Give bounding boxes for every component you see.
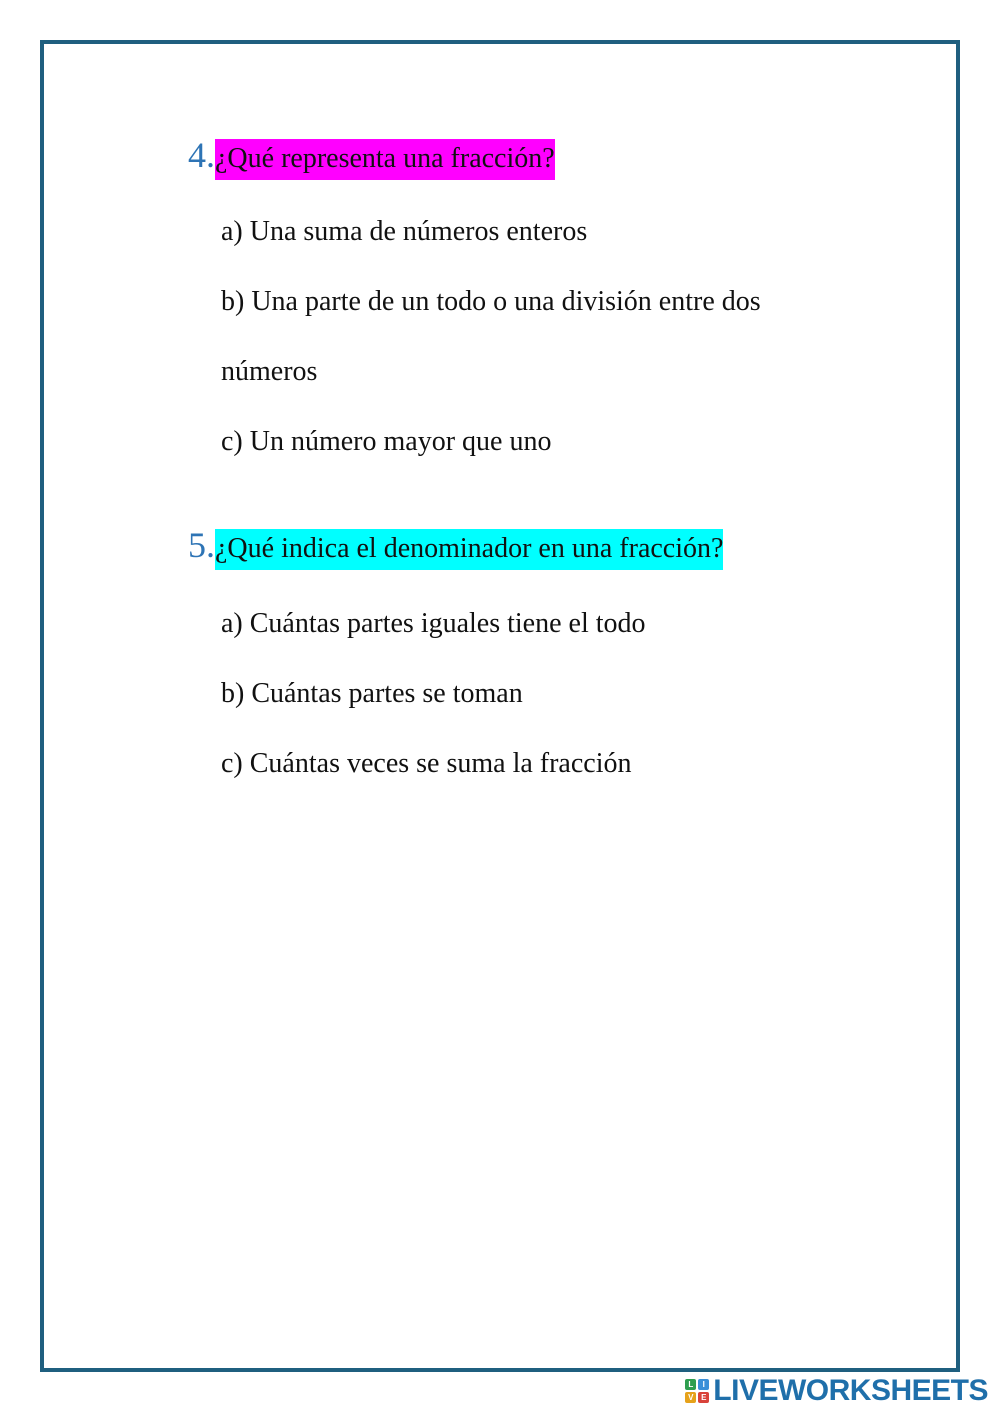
logo-text: LIVEWORKSHEETS — [713, 1374, 988, 1407]
answer-option[interactable]: c) Un número mayor que uno — [221, 426, 552, 457]
logo-mark-icon — [685, 1379, 709, 1403]
answer-option[interactable]: b) Una parte de un todo o una división entre dos — [221, 286, 761, 317]
question-text: ¿Qué representa una fracción? — [215, 139, 555, 180]
answer-option[interactable]: c) Cuántas veces se suma la fracción — [221, 748, 632, 779]
question-number: 4. — [188, 135, 215, 175]
answer-option[interactable]: b) Cuántas partes se toman — [221, 678, 523, 709]
answer-option-continuation[interactable]: números — [221, 356, 318, 387]
answer-option[interactable]: a) Cuántas partes iguales tiene el todo — [221, 608, 646, 639]
logo-mark-letter: L — [685, 1379, 696, 1390]
question-text: ¿Qué indica el denominador en una fracción? — [215, 529, 723, 570]
question-4 — [188, 134, 555, 176]
logo-mark-letter: E — [698, 1392, 709, 1403]
question-5 — [188, 524, 723, 566]
liveworksheets-logo — [685, 1374, 988, 1408]
answer-option[interactable]: a) Una suma de números enteros — [221, 216, 588, 247]
logo-mark-letter: I — [698, 1379, 709, 1390]
question-number: 5. — [188, 525, 215, 565]
logo-mark-letter: V — [685, 1392, 696, 1403]
